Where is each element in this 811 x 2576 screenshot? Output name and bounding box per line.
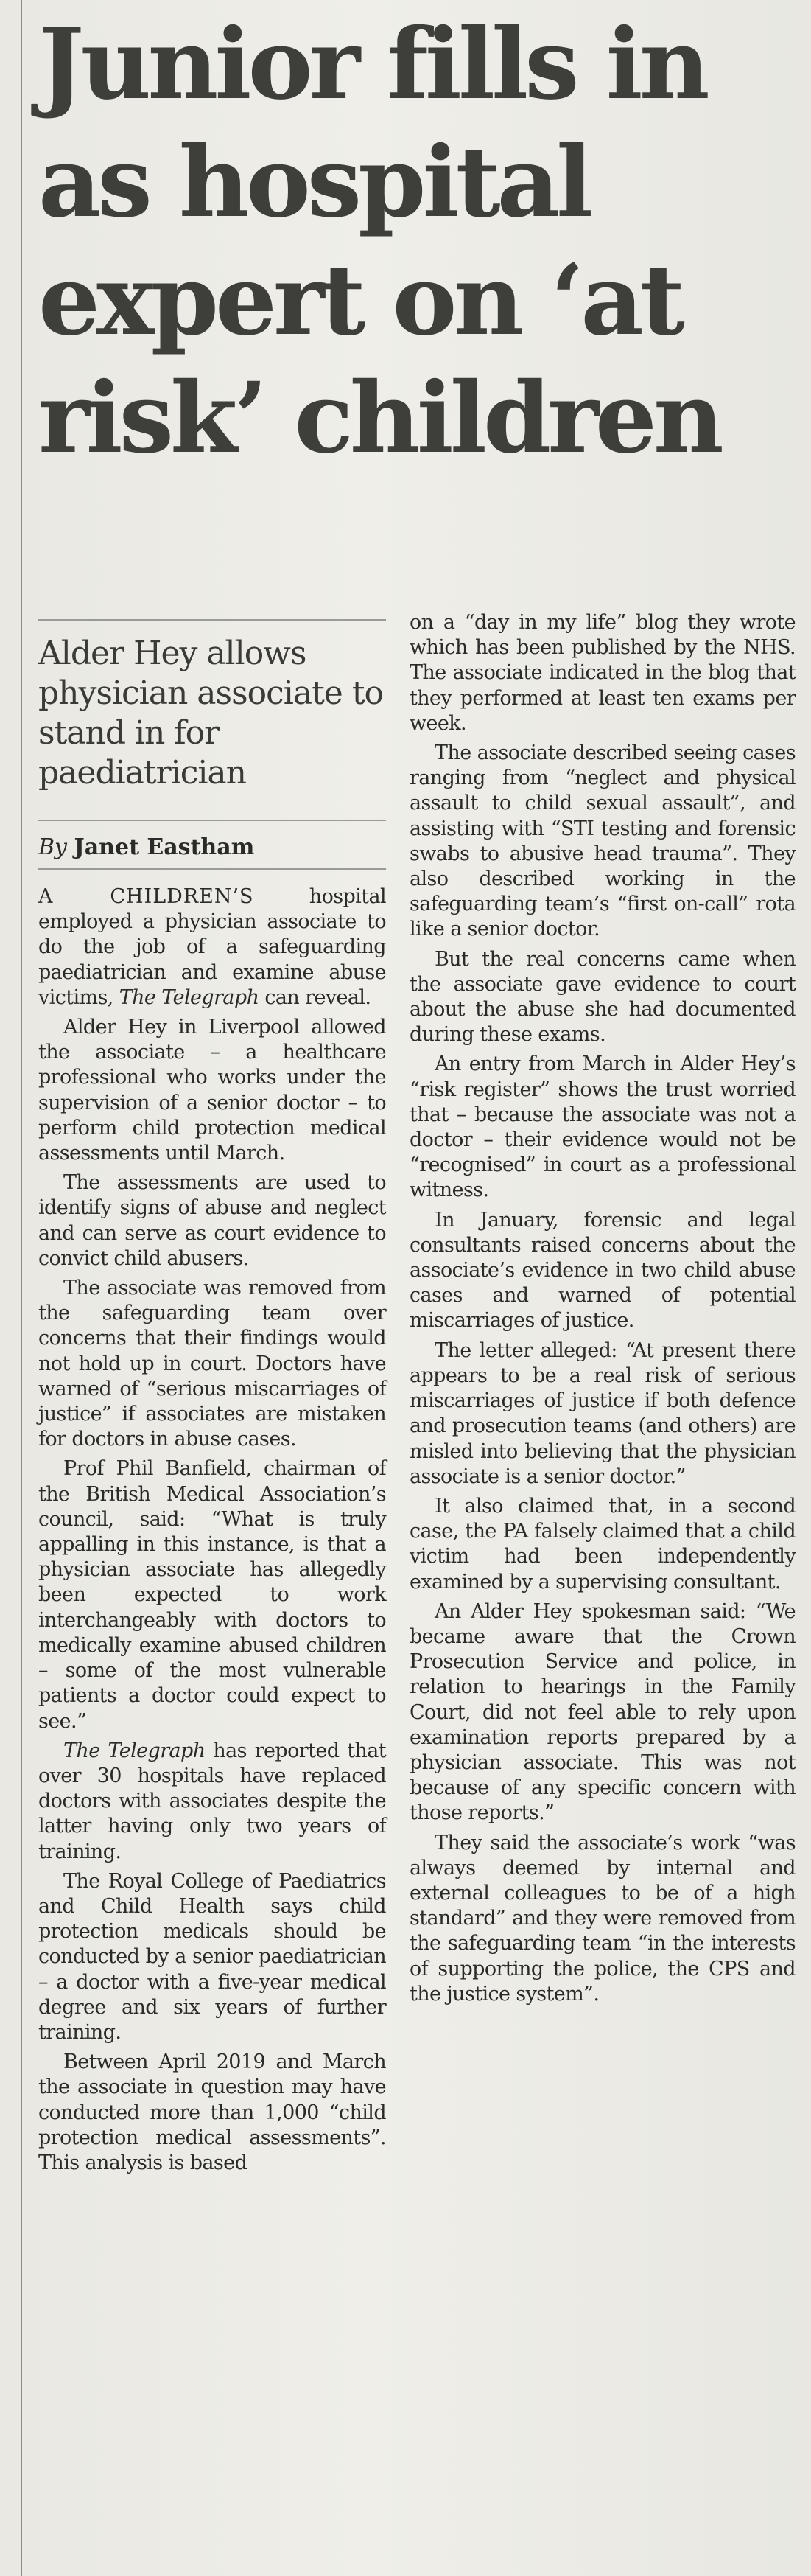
text-run: They said the associate’s work “was always deemed by internal and external colleagues to be of a high standard” and they were removed from the safeguarding team “in the interests of supporting the police, the CPS and the justice system”. <box>410 1831 796 2006</box>
body-paragraph <box>410 1208 796 1334</box>
text-run: An entry from March in Alder Hey’s “risk register” shows the trust worried that – because the associate was not a doctor – their evidence would not be “recognised” in court as a professional witness. <box>410 1053 796 1202</box>
text-run: hospital employed a physician associate to do the job of a safeguarding paediatrician and examine abuse victims, <box>38 885 386 1009</box>
article-column-right <box>410 610 796 2011</box>
text-run: on a “day in my life” blog they wrote which has been published by the NHS. The associate indicated in the blog that they performed at least ten exams per week. <box>410 611 796 735</box>
body-paragraph <box>410 1831 796 2007</box>
body-paragraph <box>38 884 386 1010</box>
body-paragraph <box>38 1869 386 2045</box>
text-run: Prof Phil Banfield, chairman of the British Medical Association’s council, said: “What is truly appalling in this instance, is that a physician associate has allegedly been expected to work interchangeably with doctors to medically examine abused children – some of the most vulnerable patients a doctor could expect to see.” <box>38 1457 386 1733</box>
body-paragraph <box>38 2050 386 2176</box>
body-paragraph <box>410 1599 796 1826</box>
body-paragraph <box>410 947 796 1048</box>
text-run: The Royal College of Paediatrics and Child Health says child protection medicals should be conducted by a senior paediatrician – a doctor with a five-year medical degree and six years of further training. <box>38 1869 386 2044</box>
text-run: The associate described seeing cases ranging from “neglect and physical assault to child sexual assault”, and assisting with “STI testing and forensic swabs to abusive head trauma”. They also described working in the safeguarding team’s “first on-call” rota like a senior doctor. <box>410 741 796 941</box>
byline <box>38 820 386 870</box>
body-paragraph <box>38 1739 386 1865</box>
text-run: An Alder Hey spokesman said: “We became aware that the Crown Prosecution Service and police, in relation to hearings in the Family Court, did not feel able to rely upon examination reports prepared by a physician associate. This was not because of any specific concern with those reports.” <box>410 1599 796 1825</box>
text-run: But the real concerns came when the associate gave evidence to court about the abuse she had documented during these exams. <box>410 947 796 1047</box>
text-run: The letter alleged: “At present there appears to be a real risk of serious miscarriages of justice if both defence and prosecution teams (and others) are misled into believing that the physician associate is a senior doctor.” <box>410 1338 796 1488</box>
body-paragraph <box>38 1015 386 1166</box>
text-run: The associate was removed from the safeguarding team over concerns that their findings would not hold up in court. Doctors have warned of “serious miscarriages of justice” if associates are mistaken for doctors in abuse cases. <box>38 1277 386 1451</box>
body-paragraph <box>410 1494 796 1595</box>
body-paragraph <box>410 1052 796 1203</box>
text-run: It also claimed that, in a second case, the PA falsely claimed that a child victim had been independently examined by a supervising consultant. <box>410 1494 796 1594</box>
body-paragraph <box>38 1276 386 1452</box>
body-paragraph <box>38 1456 386 1734</box>
text-run: In January, forensic and legal consultants raised concerns about the associate’s evidence in two child abuse cases and warned of potential miscarriages of justice. <box>410 1208 796 1333</box>
text-run: Alder Hey in Liverpool allowed the associate – a healthcare professional who works under the supervision of a senior doctor – to perform child protection medical assessments until March. <box>38 1016 386 1165</box>
article-body-right <box>410 610 796 2007</box>
column-rule <box>21 0 22 2576</box>
author-name: Janet Eastham <box>74 834 255 860</box>
article-column-left <box>38 619 386 2180</box>
body-paragraph <box>410 610 796 736</box>
body-paragraph <box>410 741 796 943</box>
text-run: has reported that over 30 hospitals have replaced doctors with associates despite the latter having only two years of training. <box>38 1739 387 1863</box>
text-run: The Telegraph <box>63 1739 206 1762</box>
text-run: The assessments are used to identify signs of abuse and neglect and can serve as court evidence to convict child abusers. <box>38 1171 386 1270</box>
text-run: can reveal. <box>259 985 371 1009</box>
headline: Junior fills in as hospital expert on ‘at risk’ children <box>38 7 720 475</box>
standfirst: Alder Hey allows physician associate to stand in for paediatrician <box>38 619 386 793</box>
text-run: Between April 2019 and March the associate in question may have conducted more than 1,000 “child protection medical assessments”. This analysis is based <box>38 2050 386 2174</box>
text-run: A CHILDREN’S <box>38 885 254 908</box>
body-paragraph <box>410 1338 796 1490</box>
article-body-left <box>38 884 386 2176</box>
body-paragraph <box>38 1170 386 1271</box>
byline-prefix: By <box>38 834 67 860</box>
text-run: The Telegraph <box>119 985 259 1009</box>
